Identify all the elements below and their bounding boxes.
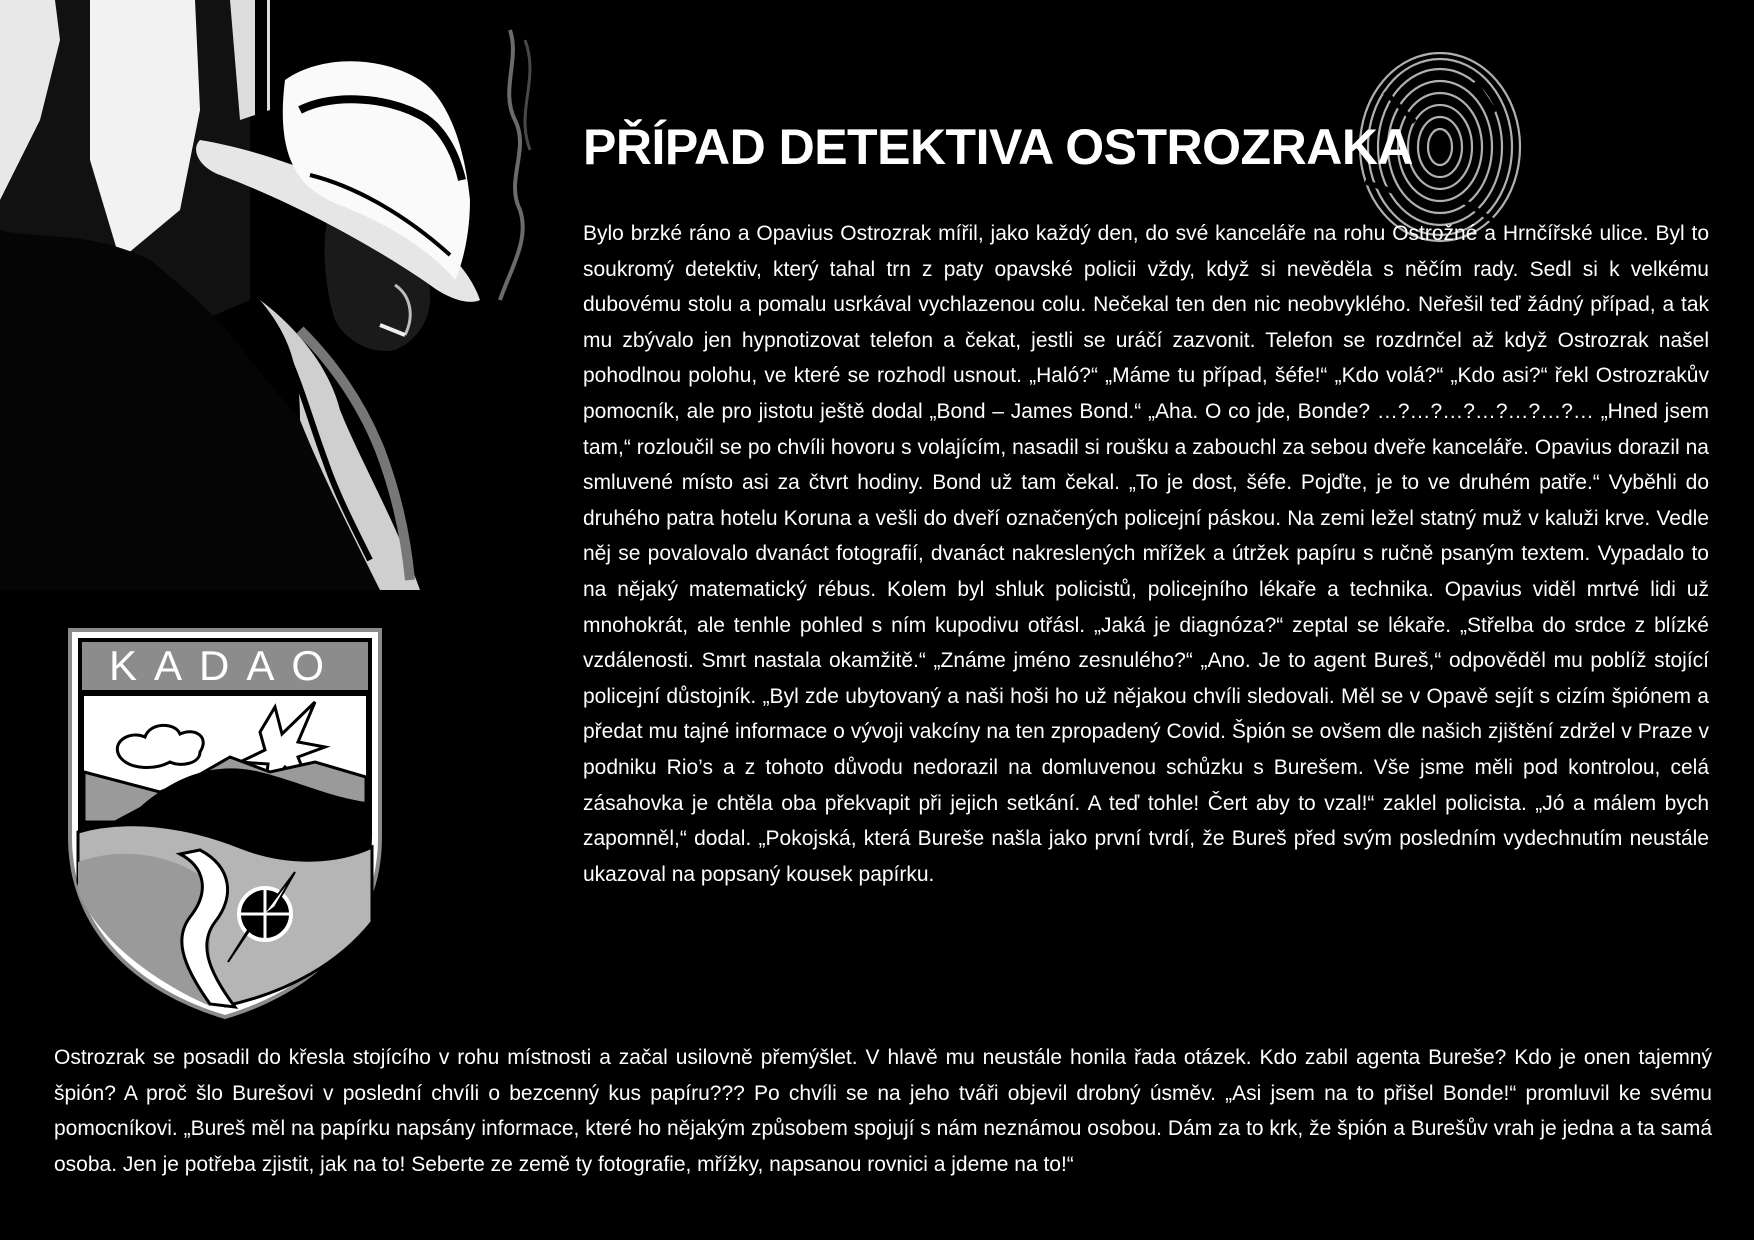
story-paragraph: Bylo brzké ráno a Opavius Ostrozrak mířil, jako každý den, do své kanceláře na rohu Ostrožné a Hrnčířské ulice. Byl to soukromý detektiv, který tahal trn z paty opavské policii vždy, když si nevěděla s něčím rady. Sedl si k velkému dubovému stolu a pomalu usrkával vychlazenou colu. Nečekal ten den nic neobvyklého. Neřešil teď žádný případ, a tak mu zbývalo jen hypnotizovat telefon a čekat, jestli se uráčí zazvonit. Telefon se rozdrnčel až když Ostrozrak našel pohodlnou polohu, ve které se rozhodl usnout. „Haló?“ „Máme tu případ, šéfe!“ „Kdo volá?“ „Kdo asi?“ řekl Ostrozrakův pomocník, ale pro jistotu ještě dodal „Bond – James Bond.“ „Aha. O co jde, Bonde? …?…?…?…?…?…?… „Hned jsem tam,“ rozloučil se po chvíli hovoru s volajícím, nasadil si roušku a zabouchl za sebou dveře kanceláře. Opavius dorazil na smluvené místo asi za čtvrt hodiny. Bond už tam čekal. „To je dost, šéfe. Pojďte, je to ve druhém patře.“ Vyběhli do druhého patra hotelu Koruna a vešli do dveří označených policejní páskou. Na zemi ležel statný muž v kaluži krve. Vedle něj se povalovalo dvanáct fotografií, dvanáct nakreslených mřížek a útržek papíru s ručně psaným textem. Vypadalo to na nějaký matematický rébus. Kolem byl shluk policistů, policejního lékaře a technika. Opavius viděl mrtvé lidi už mnohokrát, ale tenhle pohled s ním kupodivu otřásl. „Jaká je diagnóza?“ zeptal se lékaře. „Střelba do srdce z blízké vzdálenosti. Smrt nastala okamžitě.“ „Známe jméno zesnulého?“ „Ano. Je to agent Bureš,“ odpověděl mu poblíž stojící policejní důstojník. „Byl zde ubytovaný a naši hoši ho už nějakou chvíli sledovali. Měl se v Opavě sejít s cizím špiónem a předat mu tajné informace o vývoji vakcíny na ten zpropadený Covid. Špión se ovšem dle našich zjištění zdržel v Praze v podniku Rio’s a z tohoto důvodu nedorazil na domluvenou schůzku s Burešem. Vše jsme měli pod kontrolou, celá zásahovka je chtěla oba překvapit při jejich setkání. A teď tohle! Čert aby to vzal!“ zaklel policista. „Jó a málem bych zapomněl,“ dodal. „Pokojská, která Bureše našla jako první tvrdí, že Bureš před svým posledním vydechnutím neustále ukazoval na popsaný kousek papírku. xyxy=(583,222,1709,886)
badge-text xyxy=(109,642,341,689)
svg-text:KADAO: KADAO xyxy=(108,642,342,689)
kadao-badge xyxy=(60,622,390,1022)
page-title: PŘÍPAD DETEKTIVA OSTROZRAKA xyxy=(583,119,1414,175)
story-conclusion: Ostrozrak se posadil do křesla stojícího v rohu místnosti a začal usilovně přemýšlet. V hlavě mu neustále honila řada otázek. Kdo zabil agenta Bureše? Kdo je onen tajemný špión? A proč šlo Burešovi v poslední chvíli o bezcenný kus papíru??? Po chvíli se na jeho tváři objevil drobný úsměv. „Asi jsem na to přišel Bonde!“ promluvil ke svému pomocníkovi. „Bureš měl na papírku napsány informace, které ho nějakým způsobem spojují s nám neznámou osobou. Dám za to krk, že špión a Burešův vrah je jedna a ta samá osoba. Jen je potřeba zjistit, jak na to! Seberte ze země ty fotografie, mřížky, napsanou rovnici a jdeme na to!“ xyxy=(54,1046,1712,1176)
